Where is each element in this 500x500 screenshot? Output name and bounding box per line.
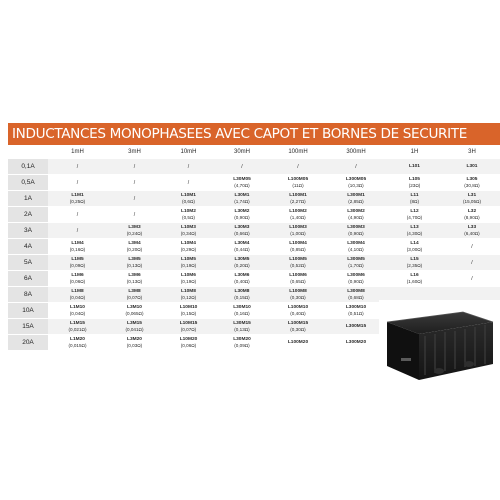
table-cell: / (107, 191, 162, 207)
part-number: L30M6 (234, 272, 250, 278)
resistance-value: (0,52Ω) (290, 262, 306, 268)
part-number: L10M10 (179, 304, 198, 310)
table-cell (269, 271, 327, 287)
table-row (8, 207, 500, 223)
part-number: L1M1 (71, 192, 84, 198)
resistance-value: (0,90Ω) (348, 230, 364, 236)
table-cell (107, 319, 162, 335)
resistance-value: (0,15Ω) (234, 294, 250, 300)
part-number: L300M1 (347, 192, 365, 198)
table-cell: / (48, 159, 107, 175)
resistance-value: (0,19Ω) (180, 278, 197, 284)
resistance-value: (0,40Ω) (234, 278, 250, 284)
row-current-label: 3A (8, 223, 48, 239)
resistance-value: (3,00Ω) (406, 246, 423, 252)
part-number: L300M20 (345, 339, 367, 345)
table-cell (215, 239, 269, 255)
row-current-label: 5A (8, 255, 48, 271)
table-cell (162, 287, 215, 303)
part-number: L101 (409, 163, 420, 169)
resistance-value: (0,13Ω) (126, 262, 143, 268)
table-cell (48, 287, 107, 303)
column-header: 1mH (48, 146, 107, 159)
resistance-value: (4,10Ω) (348, 246, 364, 252)
table-cell: / (215, 159, 269, 175)
part-number: L16 (410, 272, 419, 278)
table-cell (107, 255, 162, 271)
resistance-value: (0,041Ω) (125, 326, 144, 332)
table-cell: / (444, 239, 500, 255)
row-current-label: 1A (8, 191, 48, 207)
part-number: L31 (467, 192, 477, 198)
column-header: 300mH (327, 146, 385, 159)
part-number: L1M8 (71, 288, 84, 294)
resistance-value: (0,20Ω) (126, 246, 143, 252)
table-cell (444, 207, 500, 223)
part-number: L30M05 (233, 176, 251, 182)
resistance-value: (23Ω) (408, 182, 421, 188)
table-cell (107, 335, 162, 351)
table-cell (444, 159, 500, 175)
part-number: L10M20 (179, 336, 198, 342)
resistance-value: (0,04Ω) (69, 310, 86, 316)
table-row (8, 239, 500, 255)
table-cell (385, 191, 444, 207)
table-cell: / (107, 207, 162, 223)
part-number: L30M10 (233, 304, 251, 310)
table-cell (327, 191, 385, 207)
resistance-value: (0,09Ω) (234, 342, 250, 348)
part-number: L100M8 (289, 288, 307, 294)
part-number: L3M15 (127, 320, 142, 326)
table-cell: / (48, 223, 107, 239)
resistance-value: (4,90Ω) (348, 214, 364, 220)
resistance-value: (0,15Ω) (180, 310, 197, 316)
resistance-value: (0,06Ω) (69, 278, 86, 284)
table-cell (215, 319, 269, 335)
part-number: L100M20 (287, 339, 309, 345)
resistance-value: (0,13Ω) (126, 278, 143, 284)
table-cell (327, 255, 385, 271)
part-number: L10M3 (181, 224, 196, 230)
column-header: 3mH (107, 146, 162, 159)
header-row (8, 146, 500, 159)
table-cell (162, 239, 215, 255)
table-cell (48, 319, 107, 335)
table-cell (215, 303, 269, 319)
table-cell (215, 223, 269, 239)
table-cell: / (327, 159, 385, 175)
row-current-label: 8A (8, 287, 48, 303)
part-number: L30M8 (234, 288, 250, 294)
part-number: L300M5 (347, 256, 365, 262)
table-cell: / (162, 159, 215, 175)
table-cell (444, 191, 500, 207)
part-number: L300M15 (345, 323, 367, 329)
row-current-label: 0,5A (8, 175, 48, 191)
part-number: L300M3 (347, 224, 365, 230)
table-cell (385, 271, 444, 287)
table-cell (444, 223, 500, 239)
table-cell (269, 223, 327, 239)
resistance-value: (0,30Ω) (290, 294, 306, 300)
resistance-value: (0,021Ω) (68, 326, 87, 332)
table-cell (327, 335, 385, 351)
part-number: L100M15 (287, 320, 309, 326)
table-cell (269, 287, 327, 303)
resistance-value: (0,065Ω) (125, 310, 144, 316)
part-number: L105 (409, 176, 420, 182)
part-number: L14 (410, 240, 419, 246)
table-cell (385, 239, 444, 255)
table-cell (162, 319, 215, 335)
row-current-label: 0,1A (8, 159, 48, 175)
resistance-value: (0,34Ω) (180, 230, 197, 236)
inductor-image (379, 300, 500, 386)
part-number: L10M5 (181, 256, 196, 262)
part-number: L100M5 (289, 256, 307, 262)
table-cell: / (269, 159, 327, 175)
table-cell (385, 159, 444, 175)
resistance-value: (2,35Ω) (406, 262, 423, 268)
table-cell (48, 239, 107, 255)
part-number: L3M5 (128, 256, 141, 262)
part-number: L300M8 (347, 288, 365, 294)
row-current-label: 10A (8, 303, 48, 319)
table-cell (215, 175, 269, 191)
part-number: L15 (410, 256, 419, 262)
part-number: L1M10 (70, 304, 85, 310)
table-cell: / (162, 175, 215, 191)
table-cell (215, 271, 269, 287)
table-cell (327, 303, 385, 319)
part-number: L3M8 (128, 288, 141, 294)
table-cell (327, 175, 385, 191)
table-cell (162, 207, 215, 223)
table-cell (327, 271, 385, 287)
table-cell: / (107, 159, 162, 175)
table-cell (162, 303, 215, 319)
part-number: L10M8 (181, 288, 196, 294)
part-number: L301 (466, 163, 478, 169)
table-cell (327, 207, 385, 223)
row-current-label: 4A (8, 239, 48, 255)
table-cell: / (48, 175, 107, 191)
table-cell (385, 207, 444, 223)
column-header: 100mH (269, 146, 327, 159)
part-number: L305 (466, 176, 478, 182)
resistance-value: (0,68Ω) (348, 294, 364, 300)
part-number: L33 (467, 224, 477, 230)
resistance-value: (30,8Ω) (464, 182, 480, 188)
resistance-value: (0,24Ω) (126, 230, 143, 236)
part-number: L300M6 (347, 272, 365, 278)
table-cell (327, 319, 385, 335)
part-number: L100M10 (287, 304, 309, 310)
table-cell (269, 207, 327, 223)
table-row (8, 255, 500, 271)
table-cell (48, 303, 107, 319)
table-cell: / (444, 271, 500, 287)
resistance-value: (0,30Ω) (290, 326, 306, 332)
table-cell (48, 271, 107, 287)
resistance-value: (0,20Ω) (234, 262, 250, 268)
table-cell (48, 335, 107, 351)
part-number: L3M20 (127, 336, 142, 342)
row-current-label: 20A (8, 335, 48, 351)
table-cell (269, 319, 327, 335)
resistance-value: (0,12Ω) (180, 294, 197, 300)
part-number: L100M4 (289, 240, 307, 246)
part-number: L300M05 (345, 176, 367, 182)
resistance-value: (1,60Ω) (406, 278, 423, 284)
table-cell (269, 255, 327, 271)
column-header: 10mH (162, 146, 215, 159)
part-number: L30M15 (233, 320, 251, 326)
part-number: L30M20 (233, 336, 251, 342)
table-title: INDUCTANCES MONOPHASEES AVEC CAPOT ET BORNES DE SECURITE (8, 123, 500, 145)
part-number: L100M2 (289, 208, 307, 214)
part-number: L10M4 (181, 240, 196, 246)
resistance-value: (0,07Ω) (126, 294, 143, 300)
resistance-value: (0,40Ω) (290, 310, 306, 316)
resistance-value: (10,3Ω) (348, 182, 364, 188)
resistance-value: (2,85Ω) (348, 198, 364, 204)
part-number: L300M2 (347, 208, 365, 214)
table-cell (385, 175, 444, 191)
row-current-label: 15A (8, 319, 48, 335)
column-header: 30mH (215, 146, 269, 159)
table-cell (385, 223, 444, 239)
table-cell (327, 223, 385, 239)
resistance-value: (0,25Ω) (69, 198, 86, 204)
table-cell (385, 255, 444, 271)
table-row (8, 159, 500, 175)
resistance-value: (8,90Ω) (464, 214, 480, 220)
table-cell (327, 287, 385, 303)
row-current-label: 2A (8, 207, 48, 223)
table-cell (107, 239, 162, 255)
resistance-value: (0,13Ω) (234, 326, 250, 332)
table-cell (269, 335, 327, 351)
resistance-value: (0,85Ω) (290, 246, 306, 252)
table-cell (162, 255, 215, 271)
table-cell (107, 303, 162, 319)
resistance-value: (0,5Ω) (182, 214, 195, 220)
resistance-value: (4,30Ω) (406, 230, 423, 236)
part-number: L11 (410, 192, 419, 198)
table-cell (215, 287, 269, 303)
part-number: L30M3 (234, 224, 250, 230)
resistance-value: (0,16Ω) (234, 310, 250, 316)
resistance-value: (0,16Ω) (69, 246, 86, 252)
part-number: L300M4 (347, 240, 365, 246)
table-cell (269, 191, 327, 207)
table-cell (48, 255, 107, 271)
part-number: L13 (410, 224, 419, 230)
resistance-value: (1,70Ω) (348, 262, 364, 268)
part-number: L12 (410, 208, 419, 214)
resistance-value: (2,27Ω) (290, 198, 306, 204)
part-number: L100M6 (289, 272, 307, 278)
part-number: L10M6 (181, 272, 196, 278)
part-number: L1M6 (71, 272, 84, 278)
table-cell (162, 191, 215, 207)
part-number: L3M4 (128, 240, 141, 246)
part-number: L10M2 (181, 208, 196, 214)
column-header: 1H (385, 146, 444, 159)
resistance-value: (0,6Ω) (182, 198, 195, 204)
resistance-value: (0,44Ω) (234, 246, 250, 252)
table-cell (269, 303, 327, 319)
table-row (8, 223, 500, 239)
table-cell (327, 239, 385, 255)
part-number: L100M3 (289, 224, 307, 230)
resistance-value: (0,03Ω) (126, 342, 143, 348)
table-cell (162, 271, 215, 287)
table-cell (269, 239, 327, 255)
table-row (8, 271, 500, 287)
inductor-product-photo (379, 300, 500, 386)
resistance-value: (11Ω) (292, 182, 304, 188)
table-cell (107, 287, 162, 303)
table-cell (215, 335, 269, 351)
resistance-value: (0,06Ω) (180, 342, 197, 348)
part-number: L30M5 (234, 256, 250, 262)
part-number: L10M15 (179, 320, 198, 326)
table-cell (107, 271, 162, 287)
resistance-value: (0,015Ω) (68, 342, 87, 348)
table-cell: / (107, 175, 162, 191)
part-number: L3M10 (127, 304, 142, 310)
part-number: L300M10 (345, 304, 367, 310)
resistance-value: (0,51Ω) (348, 310, 364, 316)
resistance-value: (15,05Ω) (463, 198, 481, 204)
resistance-value: (0,29Ω) (180, 246, 197, 252)
resistance-value: (0,09Ω) (69, 262, 86, 268)
resistance-value: (0,90Ω) (348, 278, 364, 284)
table-cell (107, 223, 162, 239)
table-row (8, 175, 500, 191)
part-number: L1M20 (70, 336, 85, 342)
table-cell (269, 175, 327, 191)
header-corner (8, 146, 48, 159)
part-number: L1M4 (71, 240, 84, 246)
resistance-value: (1,40Ω) (290, 214, 306, 220)
table-cell (215, 255, 269, 271)
resistance-value: (1,74Ω) (234, 198, 250, 204)
resistance-value: (6,40Ω) (464, 230, 480, 236)
column-header: 3H (444, 146, 500, 159)
table-cell (162, 335, 215, 351)
table-cell: / (48, 207, 107, 223)
table-cell (215, 207, 269, 223)
resistance-value: (0,19Ω) (180, 262, 197, 268)
part-number: L1M15 (70, 320, 85, 326)
row-current-label: 6A (8, 271, 48, 287)
table-cell (444, 175, 500, 191)
part-number: L10M1 (181, 192, 196, 198)
resistance-value: (4,70Ω) (406, 214, 423, 220)
resistance-value: (0,66Ω) (234, 230, 250, 236)
part-number: L30M2 (234, 208, 250, 214)
part-number: L100M05 (287, 176, 309, 182)
part-number: L3M6 (128, 272, 141, 278)
resistance-value: (0,07Ω) (180, 326, 197, 332)
resistance-value: (4,70Ω) (234, 182, 250, 188)
table-row (8, 191, 500, 207)
resistance-value: (0,65Ω) (290, 278, 306, 284)
table-cell (215, 191, 269, 207)
table-cell (48, 191, 107, 207)
part-number: L30M1 (234, 192, 250, 198)
part-number: L30M4 (234, 240, 250, 246)
resistance-value: (1,00Ω) (290, 230, 306, 236)
part-number: L32 (467, 208, 477, 214)
resistance-value: (0,04Ω) (69, 294, 86, 300)
part-number: L1M5 (71, 256, 84, 262)
part-number: L3M3 (128, 224, 141, 230)
table-cell (162, 223, 215, 239)
part-number: L100M1 (289, 192, 307, 198)
resistance-value: (8Ω) (409, 198, 420, 204)
table-cell: / (444, 255, 500, 271)
resistance-value: (0,90Ω) (234, 214, 250, 220)
